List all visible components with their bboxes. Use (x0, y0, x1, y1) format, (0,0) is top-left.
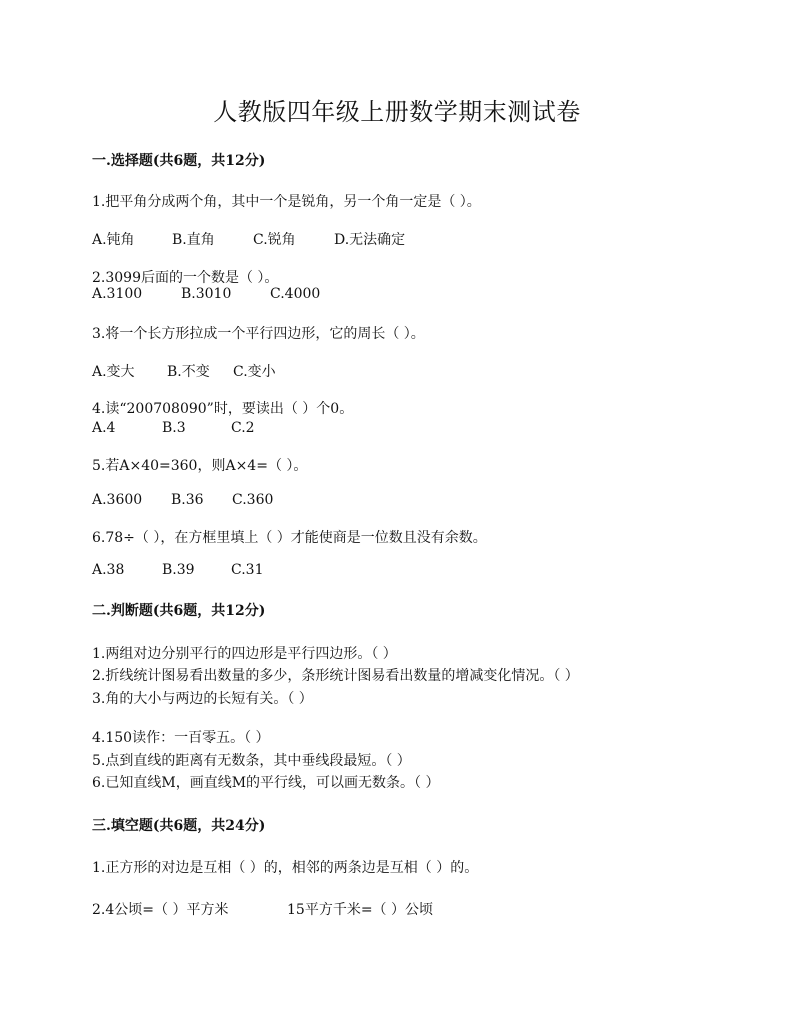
option: C.变小 (233, 364, 276, 380)
option: C.锐角 (253, 232, 296, 248)
question-options (92, 361, 276, 381)
option: A.变大 (92, 364, 135, 380)
question-options (92, 229, 405, 249)
option: B.39 (162, 562, 195, 578)
fill-item: 1.正方形的对边是互相（ ）的，相邻的两条边是互相（ ）的。 (92, 860, 479, 876)
section-heading-judgement: 二.判断题(共6题，共12分) (92, 603, 266, 619)
option: B.3 (162, 420, 186, 436)
question-options (92, 420, 255, 436)
question-text: 1.把平角分成两个角，其中一个是锐角，另一个角一定是（ ）。 (92, 194, 481, 210)
option: B.不变 (167, 364, 210, 380)
option: B.36 (171, 492, 204, 508)
option: A.38 (92, 562, 125, 578)
option: C.360 (232, 492, 274, 508)
question-text: 2.3099后面的一个数是（ ）。 (92, 270, 279, 286)
question-options (92, 492, 273, 508)
option: C.4000 (270, 286, 321, 302)
question-text: 3.将一个长方形拉成一个平行四边形，它的周长（ ）。 (92, 326, 425, 342)
option: A.钝角 (92, 232, 135, 248)
option: D.无法确定 (334, 232, 406, 248)
option: A.4 (92, 420, 116, 436)
question-options (92, 562, 263, 578)
judgement-item: 5.点到直线的距离有无数条，其中垂线段最短。（ ） (92, 753, 411, 769)
fill-item-part: 15平方千米=（ ）公顷 (287, 902, 433, 918)
judgement-item: 6.已知直线M，画直线M的平行线，可以画无数条。（ ） (92, 775, 440, 791)
question-text: 5.若A×40=360，则A×4=（ ）。 (92, 458, 308, 474)
option: A.3600 (92, 492, 143, 508)
section-heading-choice: 一.选择题(共6题，共12分) (92, 153, 266, 169)
fill-item (92, 899, 433, 919)
option: B.3010 (181, 286, 232, 302)
option: B.直角 (172, 232, 215, 248)
question-options (92, 286, 320, 302)
judgement-item: 2.折线统计图易看出数量的多少，条形统计图易看出数量的增减变化情况。（ ） (92, 668, 579, 684)
judgement-item: 3.角的大小与两边的长短有关。（ ） (92, 691, 313, 707)
section-heading-fill: 三.填空题(共6题，共24分) (92, 818, 266, 834)
option: C.31 (231, 562, 264, 578)
option: A.3100 (92, 286, 143, 302)
page-title: 人教版四年级上册数学期末测试卷 (213, 98, 581, 126)
question-text: 6.78÷（ ），在方框里填上（ ）才能使商是一位数且没有余数。 (92, 530, 487, 546)
question-text: 4.读“200708090”时，要读出（ ）个0。 (92, 401, 354, 417)
judgement-item: 4.150读作：一百零五。（ ） (92, 730, 270, 746)
fill-item-part: 2.4公顷=（ ）平方米 (92, 902, 229, 918)
judgement-item: 1.两组对边分别平行的四边形是平行四边形。（ ） (92, 646, 397, 662)
option: C.2 (231, 420, 255, 436)
